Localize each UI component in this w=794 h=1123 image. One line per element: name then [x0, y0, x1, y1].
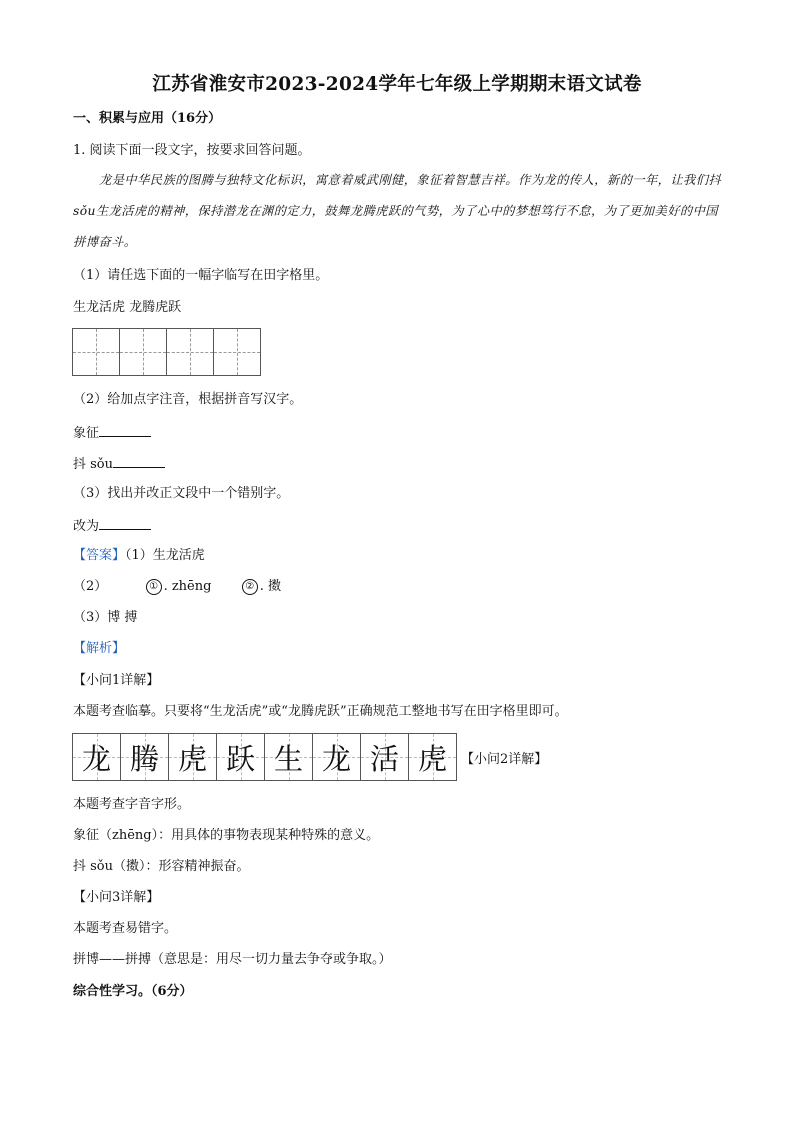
detail-text-2b: 抖 sǒu（擞）：形容精神振奋。 [73, 859, 250, 874]
grid-cell[interactable] [166, 328, 214, 376]
detail-label-3: 【小问3详解】 [73, 890, 160, 905]
detail-text-2a: 象征（zhēng）：用具体的事物表现某种特殊的意义。 [73, 828, 380, 843]
grid-char-cell: 活 [360, 733, 409, 781]
grid-char-cell: 虎 [168, 733, 217, 781]
copy-options: 生龙活虎 龙腾虎跃 [73, 300, 182, 315]
circled-number-1: ① [146, 579, 162, 595]
detail-text-2: 本题考查字音字形。 [73, 797, 191, 812]
answer-blank-row [73, 423, 151, 443]
sub-question-2: （2）给加点字注音，根据拼音写汉字。 [73, 392, 303, 407]
blank-label: 抖 sǒu [73, 457, 114, 472]
detail-label-2: 【小问2详解】 [461, 751, 548, 767]
grid-char-cell: 跃 [216, 733, 265, 781]
section-heading-2: 综合性学习。（6分） [73, 984, 193, 999]
page-title: 江苏省淮安市2023-2024学年七年级上学期期末语文试卷 [152, 74, 642, 95]
analysis-label: 【解析】 [73, 641, 126, 656]
grid-char-cell: 生 [264, 733, 313, 781]
grid-cell[interactable] [119, 328, 167, 376]
blank-label: 象征 [73, 426, 100, 441]
answer-blank-row [73, 516, 151, 536]
answer-line-2 [73, 578, 281, 596]
blank-label: 改为 [73, 519, 100, 534]
detail-label-1: 【小问1详解】 [73, 673, 160, 688]
answer-value: . 擞 [259, 579, 281, 594]
grid-cell[interactable] [72, 328, 120, 376]
section-heading: 一、积累与应用（16分） [73, 111, 222, 126]
answer-text: （1）生龙活虎 [125, 548, 205, 563]
sample-writing-grid [73, 733, 547, 781]
grid-char-cell: 虎 [408, 733, 457, 781]
answer-blank[interactable] [99, 423, 151, 437]
grid-char-cell: 龙 [72, 733, 121, 781]
answer-prefix: （2） [73, 579, 108, 594]
answer-label: 【答案】 [73, 548, 126, 563]
answer-blank-row [73, 454, 165, 474]
answer-line-3: （3）博 搏 [73, 610, 138, 625]
reading-passage: 龙是中华民族的图腾与独特文化标识，寓意着威武刚健，象征着智慧吉祥。作为龙的传人，新的一年，让我们抖 sǒu生龙活虎的精神，保持潜龙在渊的定力，鼓舞龙腾虎跃的气势，为了心中的梦想笃行不怠，为了更加美好的中国拼博奋斗。 [73, 173, 722, 249]
circled-number-2: ② [242, 579, 258, 595]
answer-blank[interactable] [99, 516, 151, 530]
sub-question-3: （3）找出并改正文段中一个错别字。 [73, 486, 290, 501]
question-stem: 1. 阅读下面一段文字，按要求回答问题。 [73, 143, 311, 158]
sub-question-1: （1）请任选下面的一幅字临写在田字格里。 [73, 268, 329, 283]
answer-blank[interactable] [113, 454, 165, 468]
grid-cell[interactable] [213, 328, 261, 376]
grid-char-cell: 腾 [120, 733, 169, 781]
grid-char-cell: 龙 [312, 733, 361, 781]
detail-text-3: 本题考查易错字。 [73, 921, 178, 936]
detail-text-1: 本题考查临摹。只要将“生龙活虎”或“龙腾虎跃”正确规范工整地书写在田字格里即可。 [73, 704, 568, 719]
answer-value: . zhēng [163, 579, 212, 594]
writing-grid[interactable] [73, 328, 261, 376]
answer-line-1 [73, 547, 205, 565]
detail-text-3a: 拼博——拼搏（意思是：用尽一切力量去争夺或争取。） [73, 952, 392, 967]
